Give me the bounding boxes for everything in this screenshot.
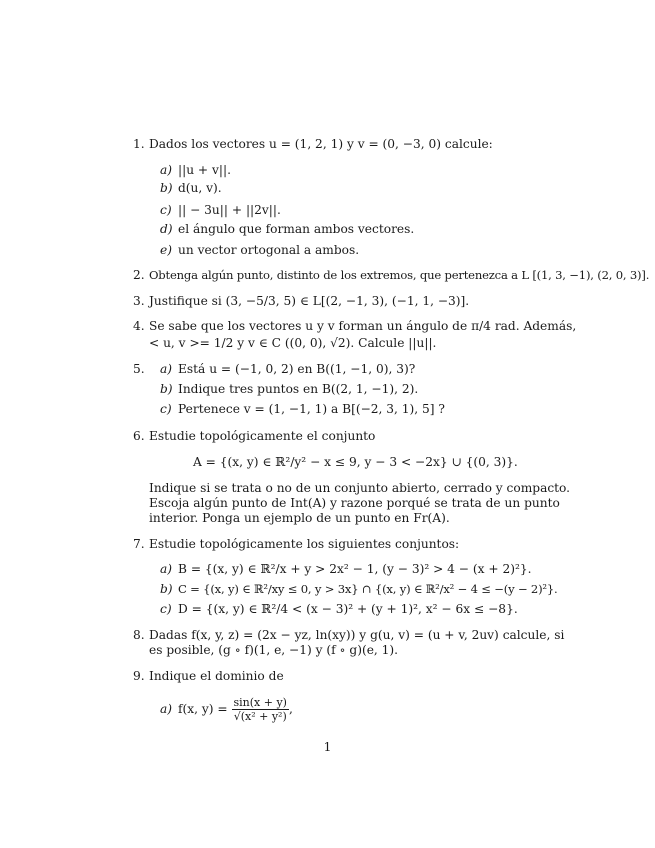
page-number: 1	[323, 740, 332, 754]
problem-4-number: 4.	[133, 319, 145, 333]
problem-6-para-3: interior. Ponga un ejemplo de un punto en Fr(A).	[149, 511, 450, 525]
p7-c-text: D = {(x, y) ∈ ℝ²/4 < (x − 3)² + (y + 1)², x² − 6x ≤ −8}.	[178, 602, 518, 616]
problem-9-text: Indique el dominio de	[149, 669, 284, 683]
p1-b-label: b)	[160, 181, 173, 195]
problem-4-text2: < u, v >= 1/2 y v ∈ C ((0, 0), √2). Calcule ||u||.	[149, 336, 437, 350]
problem-1-number: 1.	[133, 137, 145, 151]
problem-7-number: 7.	[133, 537, 145, 551]
p5-c-label: c)	[160, 402, 172, 416]
problem-1-text: Dados los vectores u = (1, 2, 1) y v = (0, −3, 0) calcule:	[149, 137, 493, 151]
problem-6-para-2: Escoja algún punto de Int(A) y razone porqué se trata de un punto	[149, 496, 560, 510]
problem-7-text: Estudie topológicamente los siguientes conjuntos:	[149, 537, 460, 551]
p9-a-fraction	[232, 696, 289, 723]
p1-a-text: ||u + v||.	[178, 163, 231, 177]
p9-a-tail: ,	[288, 702, 293, 716]
p7-b-label: b)	[160, 582, 173, 596]
problem-2-text: Obtenga algún punto, distinto de los extremos, que pertenezca a L [(1, 3, −1), (2, 0, 3)].	[149, 268, 650, 282]
p9-a-numerator: sin(x + y)	[233, 696, 287, 709]
p7-b-text: C = {(x, y) ∈ ℝ²/xy ≤ 0, y > 3x} ∩ {(x, y) ∈ ℝ²/x² − 4 ≤ −(y − 2)²}.	[178, 582, 558, 596]
problem-3-text: Justifique si (3, −5/3, 5) ∈ L[(2, −1, 3), (−1, 1, −3)].	[149, 294, 470, 308]
problem-6-number: 6.	[133, 429, 145, 443]
p1-e-text: un vector ortogonal a ambos.	[178, 243, 360, 257]
p1-c-text: || − 3u|| + ||2v||.	[178, 203, 281, 217]
p1-a-label: a)	[160, 163, 173, 177]
p1-d-label: d)	[160, 222, 173, 236]
p9-a-label: a)	[160, 702, 173, 716]
p7-a-label: a)	[160, 562, 173, 576]
problem-8-number: 8.	[133, 628, 145, 642]
p9-a-lhs: f(x, y) =	[178, 702, 228, 716]
problem-9-number: 9.	[133, 669, 145, 683]
p1-c-label: c)	[160, 203, 172, 217]
p5-a-text: Está u = (−1, 0, 2) en B((1, −1, 0), 3)?	[178, 362, 416, 376]
p5-c-text: Pertenece v = (1, −1, 1) a B[(−2, 3, 1), 5] ?	[178, 402, 445, 416]
p7-a-text: B = {(x, y) ∈ ℝ²/x + y > 2x² − 1, (y − 3)² > 4 − (x + 2)²}.	[178, 562, 532, 576]
problem-3-number: 3.	[133, 294, 145, 308]
problem-6-para-1: Indique si se trata o no de un conjunto abierto, cerrado y compacto.	[149, 481, 571, 495]
p1-d-text: el ángulo que forman ambos vectores.	[178, 222, 415, 236]
problem-2-number: 2.	[133, 268, 145, 282]
p1-b-text: d(u, v).	[178, 181, 222, 195]
p5-b-label: b)	[160, 382, 173, 396]
p9-a-denominator: √(x² + y²)	[233, 710, 287, 723]
problem-4-text: Se sabe que los vectores u y v forman un ángulo de π/4 rad. Además,	[149, 319, 577, 333]
problem-8-text2: es posible, (g ∘ f)(1, e, −1) y (f ∘ g)(e, 1).	[149, 643, 399, 657]
p5-a-label: a)	[160, 362, 173, 376]
p7-c-label: c)	[160, 602, 172, 616]
problem-6-formula: A = {(x, y) ∈ ℝ²/y² − x ≤ 9, y − 3 < −2x} ∪ {(0, 3)}.	[193, 455, 518, 469]
p5-b-text: Indique tres puntos en B((2, 1, −1), 2).	[178, 382, 419, 396]
p9-a-formula	[178, 694, 293, 725]
problem-6-text: Estudie topológicamente el conjunto	[149, 429, 376, 443]
problem-5-number: 5.	[133, 362, 145, 376]
problem-8-text: Dadas f(x, y, z) = (2x − yz, ln(xy)) y g(u, v) = (u + v, 2uv) calcule, si	[149, 628, 565, 642]
p1-e-label: e)	[160, 243, 172, 257]
